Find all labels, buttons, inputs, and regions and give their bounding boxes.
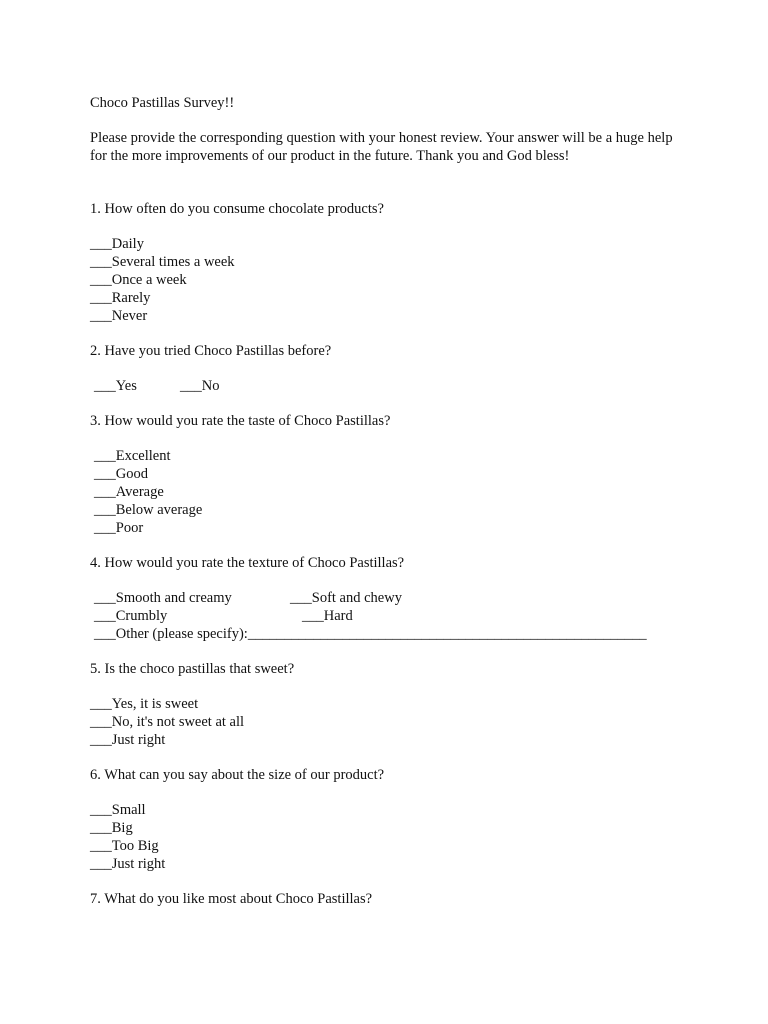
answer-blank: ___: [94, 626, 116, 642]
question-2: 2. Have you tried Choco Pastillas before?: [90, 343, 332, 359]
answer-blank: ___: [90, 290, 112, 306]
answer-blank: ___: [90, 856, 112, 872]
question-7: 7. What do you like most about Choco Pastillas?: [90, 891, 373, 907]
q4-row-2: [90, 607, 690, 625]
answer-blank: ___: [94, 378, 116, 394]
q3-option-average[interactable]: ___Average: [94, 484, 164, 500]
answer-blank: ___: [290, 590, 312, 606]
answer-blank: ___: [90, 802, 112, 818]
survey-intro: Please provide the corresponding question with your honest review. Your answer will be a huge help for the more improvements of our product in the future. Thank you and God bless!: [90, 130, 673, 164]
answer-blank: ___: [94, 466, 116, 482]
q4-option-crumbly[interactable]: ___Crumbly: [94, 608, 168, 624]
answer-blank: ___: [90, 236, 112, 252]
q1-option-never[interactable]: ___Never: [90, 308, 148, 324]
q2-options: [90, 377, 690, 395]
q4-row-1: [90, 589, 690, 607]
q3-option-below-average[interactable]: ___Below average: [94, 502, 203, 518]
q1-option-rarely[interactable]: ___Rarely: [90, 290, 151, 306]
q6-option-just-right[interactable]: ___Just right: [90, 856, 166, 872]
q3-option-poor[interactable]: ___Poor: [94, 520, 144, 536]
q4-option-other[interactable]: ___Other (please specify):_______________________________________________________: [94, 626, 647, 642]
other-specify-line[interactable]: _______________________________________________________: [247, 626, 647, 642]
q5-option-just-right[interactable]: ___Just right: [90, 732, 166, 748]
q5-option-not-sweet[interactable]: ___No, it's not sweet at all: [90, 714, 245, 730]
q1-option-once-a-week[interactable]: ___Once a week: [90, 272, 187, 288]
question-5: 5. Is the choco pastillas that sweet?: [90, 661, 295, 677]
answer-blank: ___: [94, 448, 116, 464]
q2-option-no[interactable]: ___No: [180, 378, 220, 394]
q3-option-good[interactable]: ___Good: [94, 466, 148, 482]
answer-blank: ___: [90, 820, 112, 836]
q2-option-yes[interactable]: ___Yes: [94, 378, 137, 394]
answer-blank: ___: [90, 272, 112, 288]
q4-option-smooth[interactable]: ___Smooth and creamy: [94, 590, 232, 606]
answer-blank: ___: [302, 608, 324, 624]
answer-blank: ___: [180, 378, 202, 394]
answer-blank: ___: [94, 484, 116, 500]
question-3: 3. How would you rate the taste of Choco Pastillas?: [90, 413, 391, 429]
answer-blank: ___: [90, 696, 112, 712]
answer-blank: ___: [90, 308, 112, 324]
survey-title: Choco Pastillas Survey!!: [90, 95, 235, 111]
answer-blank: ___: [94, 502, 116, 518]
q4-option-hard[interactable]: ___Hard: [302, 608, 353, 624]
survey-document: [90, 94, 690, 908]
q5-option-sweet[interactable]: ___Yes, it is sweet: [90, 696, 199, 712]
answer-blank: ___: [94, 608, 116, 624]
answer-blank: ___: [90, 732, 112, 748]
q6-option-too-big[interactable]: ___Too Big: [90, 838, 159, 854]
q1-option-several-times[interactable]: ___Several times a week: [90, 254, 235, 270]
answer-blank: ___: [94, 520, 116, 536]
question-4: 4. How would you rate the texture of Choco Pastillas?: [90, 555, 405, 571]
q3-option-excellent[interactable]: ___Excellent: [94, 448, 171, 464]
q6-option-big[interactable]: ___Big: [90, 820, 133, 836]
answer-blank: ___: [90, 838, 112, 854]
q1-option-daily[interactable]: ___Daily: [90, 236, 144, 252]
question-6: 6. What can you say about the size of our product?: [90, 767, 385, 783]
question-1: 1. How often do you consume chocolate products?: [90, 201, 384, 217]
q6-option-small[interactable]: ___Small: [90, 802, 146, 818]
answer-blank: ___: [94, 590, 116, 606]
answer-blank: ___: [90, 714, 112, 730]
q4-option-soft-chewy[interactable]: ___Soft and chewy: [290, 590, 402, 606]
answer-blank: ___: [90, 254, 112, 270]
